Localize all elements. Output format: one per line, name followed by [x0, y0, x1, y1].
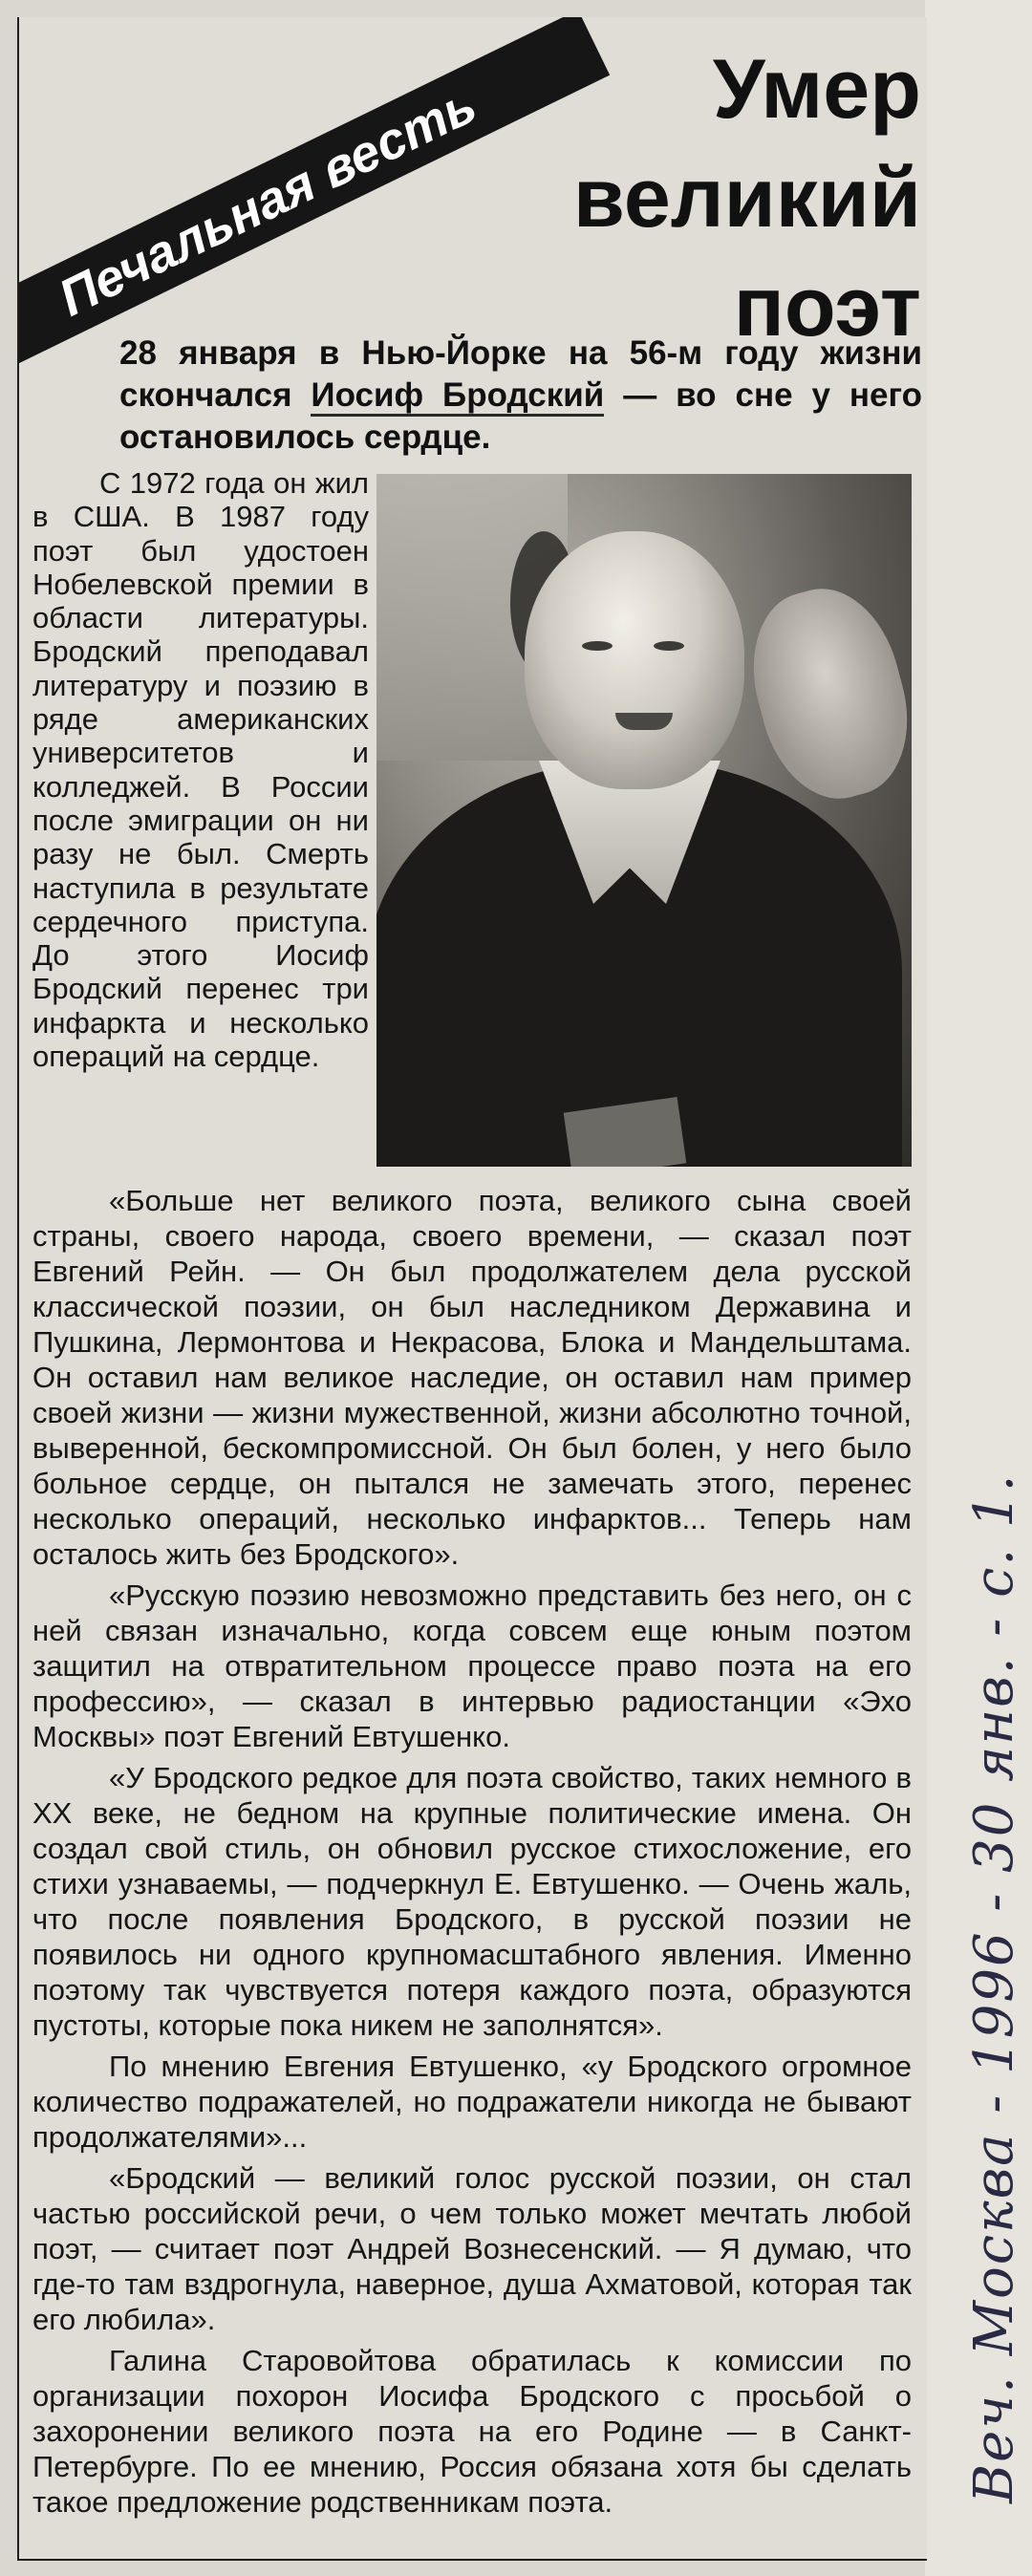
left-column [32, 466, 369, 1073]
headline-line-3: поэт [733, 259, 921, 354]
article-paragraph: По мнению Евгения Евтушенко, «у Бродского огромное количество подражателей, но подражатели никогда не бывают продолжателями»... [32, 2050, 912, 2154]
photo-figure-eye [654, 641, 684, 651]
article-paragraph: «Бродский — великий голос русской поэзии, он стал частью российской речи, о чем только может мечтать любой поэт, — считает поэт Андрей Вознесенский. — Я думаю, что где-то там вздрогнула, наверное, душа Ахматовой, которая так его любила». [32, 2161, 912, 2336]
article-paragraph: «Русскую поэзию невозможно представить без него, он с ней связан изначально, когда совсем еще юным поэтом защитил на отвратительном процессе право поэта на его профессию», — сказал в интервью радиостанции «Эхо Москвы» поэт Евгений Евтушенко. [32, 1578, 912, 1753]
photo-figure-hand [734, 573, 912, 813]
left-column-paragraph: С 1972 года он жил в США. В 1987 году поэт был удостоен Нобелевской премии в области литературы. Бродский преподавал литературу и поэзию в ряде американских университетов и колледжей. В России после эмиграции он ни разу не был. Смерть наступила в результате сердечного приступа. До этого Иосиф Бродский перенес три инфаркта и несколько операций на сердце. [32, 466, 369, 1074]
photo-figure-mouth [615, 713, 673, 730]
newspaper-clipping [17, 17, 927, 2561]
portrait-photo [376, 474, 912, 1167]
headline-line-2: великий [572, 150, 921, 245]
article-body [32, 1183, 912, 2525]
article-paragraph: «У Бродского редкое для поэта свойство, таких немного в XX веке, не бедном на крупные политические имена. Он создал свой стиль, он обновил русское стихосложение, его стихи узнаваемы, — подчеркнул Е. Евтушенко. — Очень жаль, что после появления Бродского, в русской поэзии не появилось ни одного крупномасштабного явления. Именно поэтому так чувствуется потеря каждого поэта, образуются пустоты, которые пока никем не заполнятся». [32, 1761, 912, 2042]
rubric-label: Печальная весть [50, 75, 485, 328]
lead-text-before: 28 января в Нью-Йорке на 56-м году жизни скончался [119, 334, 922, 414]
lead-text-after: — во сне у него остановилось сердце. [119, 376, 922, 456]
article-paragraph: «Больше нет великого поэта, великого сына своей страны, своего народа, своего времени, — сказал поэт Евгений Рейн. — Он был продолжателем дела русской классической поэзии, он был наследником Державина и Пушкина, Лермонтова и Некрасова, Блока и Мандельштама. Он оставил нам великое наследие, он оставил нам пример своей жизни — жизни мужественной, жизни абсолютно точной, выверенной, бескомпромиссной. Он был болен, у него было больное сердце, он пытался не замечать этого, перенес несколько операций, несколько инфарктов... Теперь нам осталось жить без Бродского». [32, 1184, 912, 1571]
article-paragraph: Галина Старовойтова обратилась к комиссии по организации похорон Иосифа Бродского с просьбой о захоронении великого поэта на его Родине — в Санкт-Петербурге. По ее мнению, Россия обязана хотя бы сделать такое предложение родственникам поэта. [32, 2344, 912, 2519]
handwritten-source-note: Веч. Москва - 1996 - 30 янв. - с. 1. [963, 1472, 1025, 2503]
headline-line-1: Умер [712, 41, 921, 136]
headline [482, 34, 921, 361]
lead-poet-name: Иосиф Бродский [311, 376, 604, 417]
lead-paragraph [119, 333, 922, 459]
photo-figure-head [525, 531, 744, 789]
photo-figure-eye [582, 641, 613, 651]
